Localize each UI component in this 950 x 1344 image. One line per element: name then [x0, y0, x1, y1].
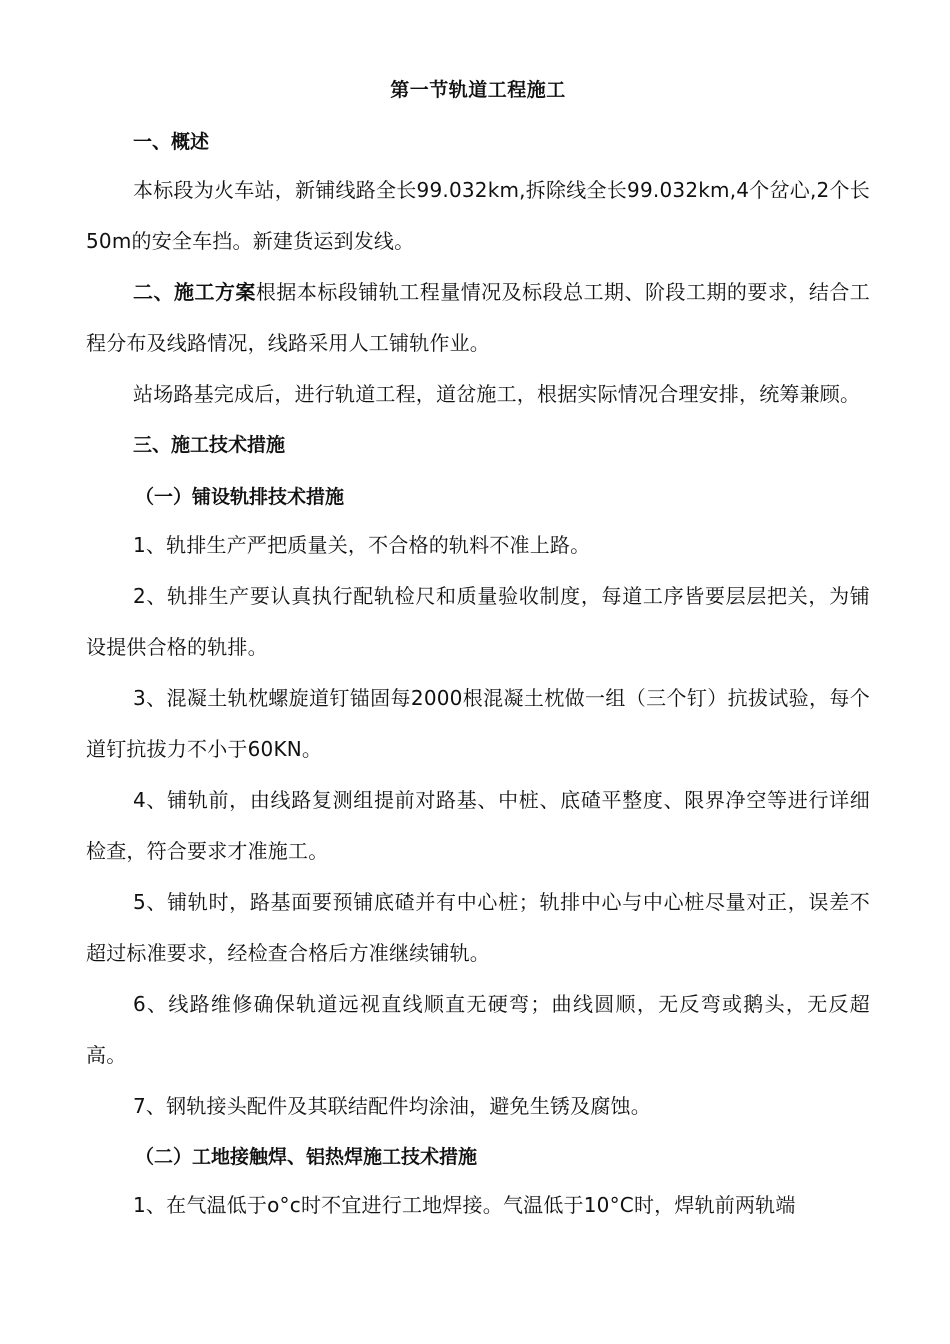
list-item-2: 2、轨排生产要认真执行配轨检尺和质量验收制度，每道工序皆要层层把关，为铺设提供合格的轨排。: [86, 584, 870, 659]
list-item-6: 6、线路维修确保轨道远视直线顺直无硬弯；曲线圆顺，无反弯或鹅头，无反超高。: [86, 992, 870, 1067]
list-item-7: 7、钢轨接头配件及其联结配件均涂油，避免生锈及腐蚀。: [133, 1094, 651, 1118]
section-heading-plan: 二、施工方案: [133, 280, 256, 304]
list-item-4: 4、铺轨前，由线路复测组提前对路基、中桩、底碴平整度、限界净空等进行详细检查，符合要求才准施工。: [86, 788, 870, 863]
plan-text: 根据本标段铺轨工程量情况及标段总工期、阶段工期的要求，结合工程分布及线路情况，线路采用人工铺轨作业。: [86, 280, 871, 355]
page-title: 第一节轨道工程施工: [390, 79, 566, 101]
list-item-1: 1、轨排生产严把质量关，不合格的轨料不准上路。: [133, 533, 591, 557]
list-item-3: 3、混凝土轨枕螺旋道钉锚固每2000根混凝土枕做一组（三个钉）抗拔试验，每个道钉抗拔力不小于60KN。: [86, 686, 870, 761]
welding-item-1: 1、在气温低于o°c时不宜进行工地焊接。气温低于10°C时，焊轨前两轨端: [133, 1193, 796, 1217]
section-heading-overview: 一、概述: [133, 131, 210, 153]
subheading-welding: （二）工地接触焊、铝热焊施工技术措施: [135, 1146, 478, 1168]
section-heading-measures: 三、施工技术措施: [133, 434, 286, 456]
paragraph-construction-plan: [86, 267, 870, 369]
subheading-track-panel: （一）铺设轨排技术措施: [135, 486, 345, 508]
paragraph-station-yard: 站场路基完成后，进行轨道工程，道岔施工，根据实际情况合理安排，统筹兼顾。: [133, 382, 861, 406]
paragraph-overview: 本标段为火车站，新铺线路全长99.032km,拆除线全长99.032km,4个岔心,2个长50m的安全车挡。新建货运到发线。: [86, 178, 870, 253]
list-item-5: 5、铺轨时，路基面要预铺底碴并有中心桩；轨排中心与中心桩尽量对正，误差不超过标准要求，经检查合格后方准继续铺轨。: [86, 890, 870, 965]
